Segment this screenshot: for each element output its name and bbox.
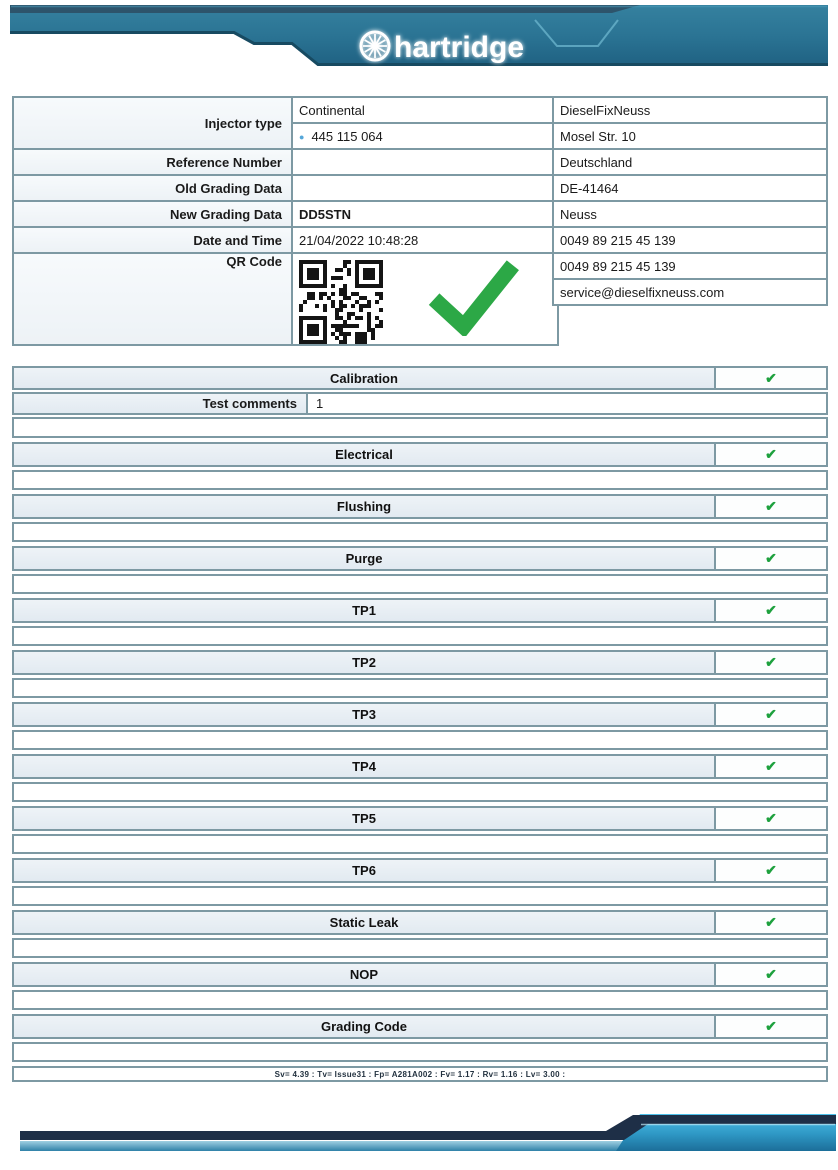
section-header-tp3 (12, 702, 828, 727)
section-header-purge (12, 546, 828, 571)
contact-country: Deutschland (553, 149, 827, 175)
old-grading-value (292, 175, 558, 201)
contact-company: DieselFixNeuss (553, 97, 827, 123)
brand-logo-text: hartridge (394, 31, 525, 64)
qr-code-cell (292, 253, 558, 345)
contact-fax: 0049 89 215 45 139 (553, 253, 827, 279)
table-row (553, 123, 827, 149)
report-meta-text: Sv= 4.39 : Tv= Issue31 : Fp= A281A002 : Fv= 1.17 : Rv= 1.16 : Lv= 3.00 : (274, 1069, 566, 1079)
table-row (553, 201, 827, 227)
reference-number-value (292, 149, 558, 175)
section-header-tp1 (12, 598, 828, 623)
table-row (553, 227, 827, 253)
test-comments-label: Test comments (14, 394, 308, 413)
section-header-electrical (12, 442, 828, 467)
injector-number-cell (292, 123, 558, 149)
section-title: NOP (14, 964, 714, 985)
report-meta-row (12, 1066, 828, 1082)
contact-postcode: DE-41464 (553, 175, 827, 201)
section-header-static-leak (12, 910, 828, 935)
table-row (553, 279, 827, 305)
pass-check-icon: ✔ (714, 600, 826, 621)
section-title: TP6 (14, 860, 714, 881)
table-row (13, 175, 558, 201)
pass-check-icon: ✔ (714, 652, 826, 673)
table-row (13, 149, 558, 175)
new-grading-label: New Grading Data (13, 201, 292, 227)
section-title: Static Leak (14, 912, 714, 933)
wheel-icon (361, 32, 389, 60)
section-header-tp2 (12, 650, 828, 675)
table-row (13, 97, 558, 123)
contact-phone: 0049 89 215 45 139 (553, 227, 827, 253)
section-header-grading-code (12, 1014, 828, 1039)
table-row (13, 201, 558, 227)
pass-check-icon: ✔ (714, 964, 826, 985)
new-grading-value: DD5STN (292, 201, 558, 227)
pass-check-icon: ✔ (714, 912, 826, 933)
spacer-row (12, 417, 828, 438)
section-title: TP2 (14, 652, 714, 673)
section-header-tp5 (12, 806, 828, 831)
spacer-row (12, 730, 828, 750)
spacer-row (12, 626, 828, 646)
pass-check-icon: ✔ (714, 444, 826, 465)
table-row (553, 253, 827, 279)
section-header-flushing (12, 494, 828, 519)
section-title: TP4 (14, 756, 714, 777)
reference-number-label: Reference Number (13, 149, 292, 175)
pass-check-icon: ✔ (714, 704, 826, 725)
table-row (553, 175, 827, 201)
qr-code (299, 260, 383, 344)
test-comments-row (12, 392, 828, 415)
pass-check-icon: ✔ (714, 1016, 826, 1037)
spacer-row (12, 1042, 828, 1062)
spacer-row (12, 990, 828, 1010)
section-title: TP5 (14, 808, 714, 829)
old-grading-label: Old Grading Data (13, 175, 292, 201)
spacer-row (12, 938, 828, 958)
pass-check-icon: ✔ (714, 756, 826, 777)
contact-city: Neuss (553, 201, 827, 227)
section-header-tp6 (12, 858, 828, 883)
pass-check-icon: ✔ (714, 368, 826, 388)
spacer-row (12, 886, 828, 906)
table-row (13, 227, 558, 253)
section-title: Purge (14, 548, 714, 569)
contact-email: service@dieselfixneuss.com (553, 279, 827, 305)
spacer-row (12, 470, 828, 490)
footer-banner (0, 1100, 838, 1162)
table-row (553, 97, 827, 123)
section-header-tp4 (12, 754, 828, 779)
pass-check-icon: ✔ (714, 548, 826, 569)
section-title: Flushing (14, 496, 714, 517)
contact-table (552, 96, 828, 306)
spacer-row (12, 522, 828, 542)
header-banner (0, 0, 838, 80)
spacer-row (12, 834, 828, 854)
qr-code-label: QR Code (13, 253, 292, 345)
date-time-value: 21/04/2022 10:48:28 (292, 227, 558, 253)
injector-make-value: Continental (292, 97, 558, 123)
section-title: TP1 (14, 600, 714, 621)
success-check-icon (427, 260, 519, 336)
section-title: Grading Code (14, 1016, 714, 1037)
tests-table (12, 366, 828, 1082)
injector-type-label: Injector type (13, 97, 292, 149)
date-time-label: Date and Time (13, 227, 292, 253)
section-title: Calibration (14, 368, 714, 388)
bullet-icon: ● (299, 131, 305, 142)
pass-check-icon: ✔ (714, 860, 826, 881)
injector-info-table (12, 96, 559, 346)
section-header-calibration (12, 366, 828, 390)
section-title: TP3 (14, 704, 714, 725)
section-title: Electrical (14, 444, 714, 465)
table-row (13, 253, 558, 345)
test-comments-value: 1 (316, 396, 324, 411)
contact-street: Mosel Str. 10 (553, 123, 827, 149)
table-row (553, 149, 827, 175)
pass-check-icon: ✔ (714, 808, 826, 829)
section-header-nop (12, 962, 828, 987)
spacer-row (12, 782, 828, 802)
spacer-row (12, 678, 828, 698)
spacer-row (12, 574, 828, 594)
injector-number-value: 445 115 064 (311, 128, 383, 144)
pass-check-icon: ✔ (714, 496, 826, 517)
